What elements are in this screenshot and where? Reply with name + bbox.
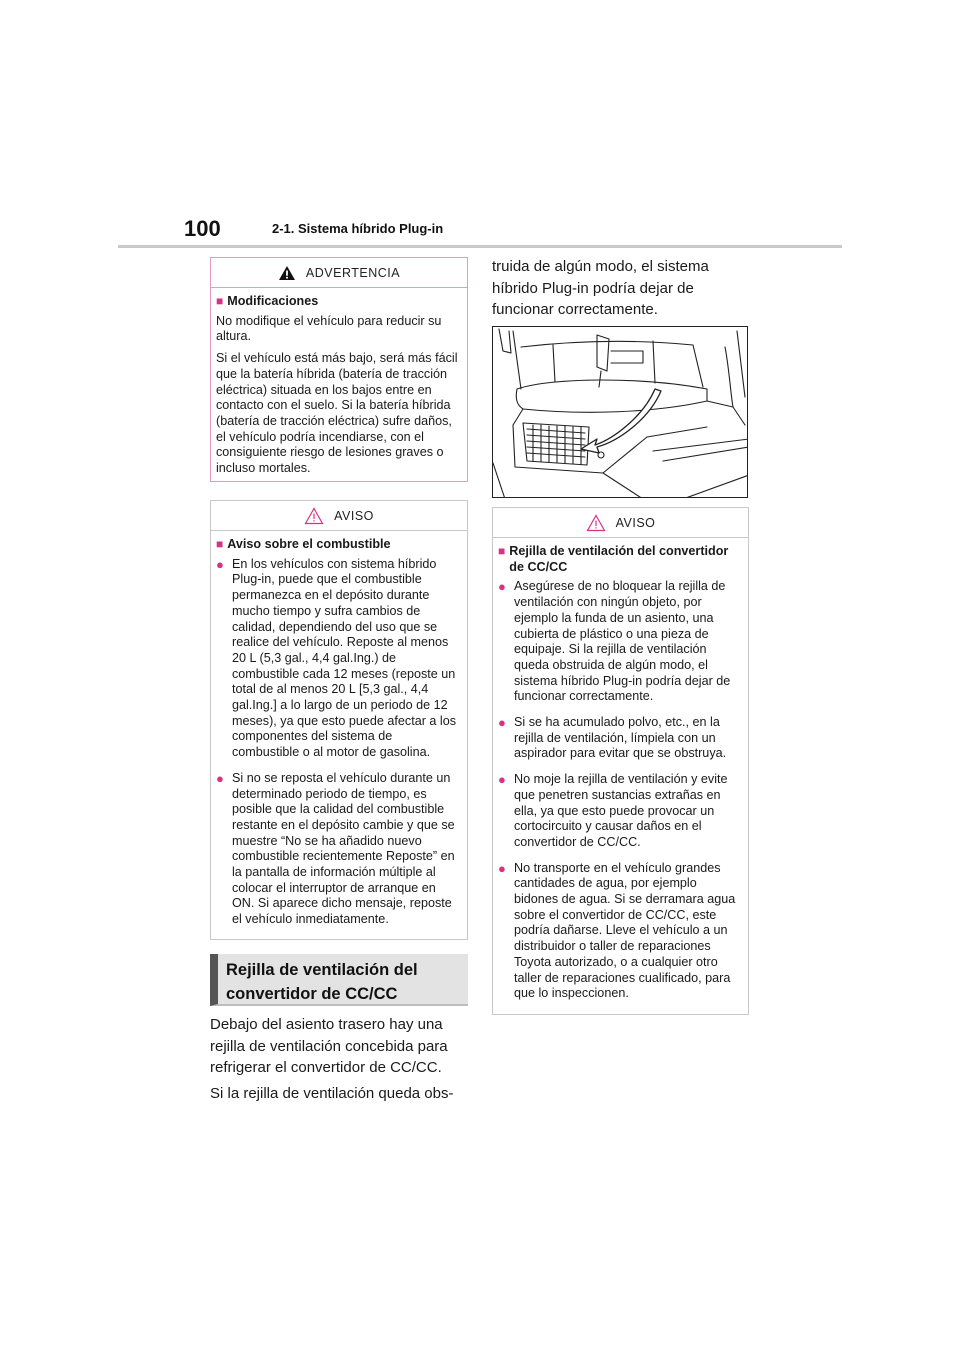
notice-box-header xyxy=(493,508,748,538)
warning-box-subtitle: Modificaciones xyxy=(227,294,319,308)
body-paragraph: Debajo del asiento trasero hay una rejilla de ventilación concebida para refrigerar el convertidor de CC/CC. xyxy=(210,1016,448,1076)
body-text-right xyxy=(492,256,748,325)
pink-square-bullet-icon: ■ xyxy=(216,537,224,551)
list-item: ● Asegúrese de no bloquear la rejilla de ventilación con ningún objeto, por ejemplo la funda de un asiento, una cubierta de plástico o una pieza de equipaje. Si la rejilla de ventilación queda obstruida de algún modo, el sistema híbrido Plug-in podría dejar de funcionar correctamente. xyxy=(498,579,731,704)
list-item: ● Si se ha acumulado polvo, etc., en la rejilla de ventilación, límpiela con un aspirador para evitar que se obstruya. xyxy=(498,715,727,761)
pink-square-bullet-icon: ■ xyxy=(216,294,224,308)
caution-triangle-outline-icon xyxy=(304,507,324,525)
pink-circle-bullet-icon: ● xyxy=(216,770,224,786)
section-title: 2-1. Sistema híbrido Plug-in xyxy=(272,221,444,236)
warning-paragraph: Si el vehículo está más bajo, será más fácil que la batería híbrida (batería de tracción eléctrica) situada en los bajos entre en contacto con el suelo. Si la batería híbrida (batería de tracción eléctrica) sufre daños, el vehículo podría incendiarse, con el consiguiente riesgo de lesiones graves o incluso mortales. xyxy=(216,351,458,476)
list-item: ● Si no se reposta el vehículo durante un determinado periodo de tiempo, es posible que la calidad del combustible restante en el depósito cambie y que se muestre “No se ha añadido nuevo combustible recientemente Reposte” en la pantalla de información múltiple al colocar el interruptor de arranque en ON. Si aparece dicho mensaje, reposte el vehículo inmediatamente. xyxy=(216,770,455,927)
body-text-left xyxy=(210,1014,472,1108)
body-paragraph: truida de algún modo, el sistema híbrido Plug-in podría dejar de funcionar correctamente. xyxy=(492,258,709,318)
list-item: ● En los vehículos con sistema híbrido Plug-in, puede que el combustible permanezca en el depósito durante mucho tiempo y sufra cambios de calidad, dependiendo del uso que se realice del vehículo. Reposte al menos 20 L (5,3 gal., 4,4 gal.Ing.) de combustible cada 12 meses (reposte un total de al menos 20 L [5,3 gal., 4,4 gal.Ing.] a lo largo de un periodo de 12 meses), ya que esto puede afectar a los componentes del sistema de combustible o al motor de gasolina. xyxy=(216,556,457,760)
notice-box-label: AVISO xyxy=(334,508,374,523)
pink-circle-bullet-icon: ● xyxy=(498,715,506,731)
notice-box-subtitle: Rejilla de ventilación del convertidor de CC/CC xyxy=(509,544,729,574)
notice-box-body xyxy=(211,531,467,944)
notice-box-fuel xyxy=(210,500,468,940)
list-item: ● No transporte en el vehículo grandes cantidades de agua, por ejemplo bidones de agua. Si se derramara agua sobre el convertidor de CC/CC, este podría dañarse. Lleve el vehículo a un distribuidor o taller de reparaciones Toyota autorizado, o a cualquier otro taller de reparaciones cualificado, para que lo inspeccionen. xyxy=(498,860,736,1001)
page-number: 100 xyxy=(184,216,221,241)
warning-box-body xyxy=(211,288,467,489)
page-header xyxy=(118,212,842,248)
body-paragraph: Si la rejilla de ventilación queda obs- xyxy=(210,1084,454,1102)
pink-circle-bullet-icon: ● xyxy=(498,860,506,876)
pink-circle-bullet-icon: ● xyxy=(498,772,506,788)
notice-box-body xyxy=(493,538,748,1018)
warning-paragraph: No modifique el vehículo para reducir su altura. xyxy=(216,313,442,344)
warning-box-header xyxy=(211,258,467,288)
list-item: ● No moje la rejilla de ventilación y evite que penetren sustancias extrañas en ella, ya que esto puede provocar un cortocircuito y causar daños en el convertidor de CC/CC. xyxy=(498,772,728,849)
warning-triangle-filled-icon xyxy=(278,265,296,281)
pink-circle-bullet-icon: ● xyxy=(216,556,224,572)
notice-box-subtitle: Aviso sobre el combustible xyxy=(227,537,391,551)
caution-triangle-outline-icon xyxy=(586,514,606,532)
notice-box-vent xyxy=(492,507,749,1015)
warning-box xyxy=(210,257,468,482)
warning-box-label: ADVERTENCIA xyxy=(305,265,401,280)
notice-box-header xyxy=(211,501,467,531)
section-heading: Rejilla de ventilación del convertidor de CC/CC xyxy=(210,954,468,1006)
rear-seat-vent-illustration xyxy=(492,326,748,498)
notice-box-label: AVISO xyxy=(615,515,656,530)
pink-square-bullet-icon: ■ xyxy=(498,544,506,558)
rear-seat-vent-drawing xyxy=(493,327,748,498)
pink-circle-bullet-icon: ● xyxy=(498,579,506,595)
